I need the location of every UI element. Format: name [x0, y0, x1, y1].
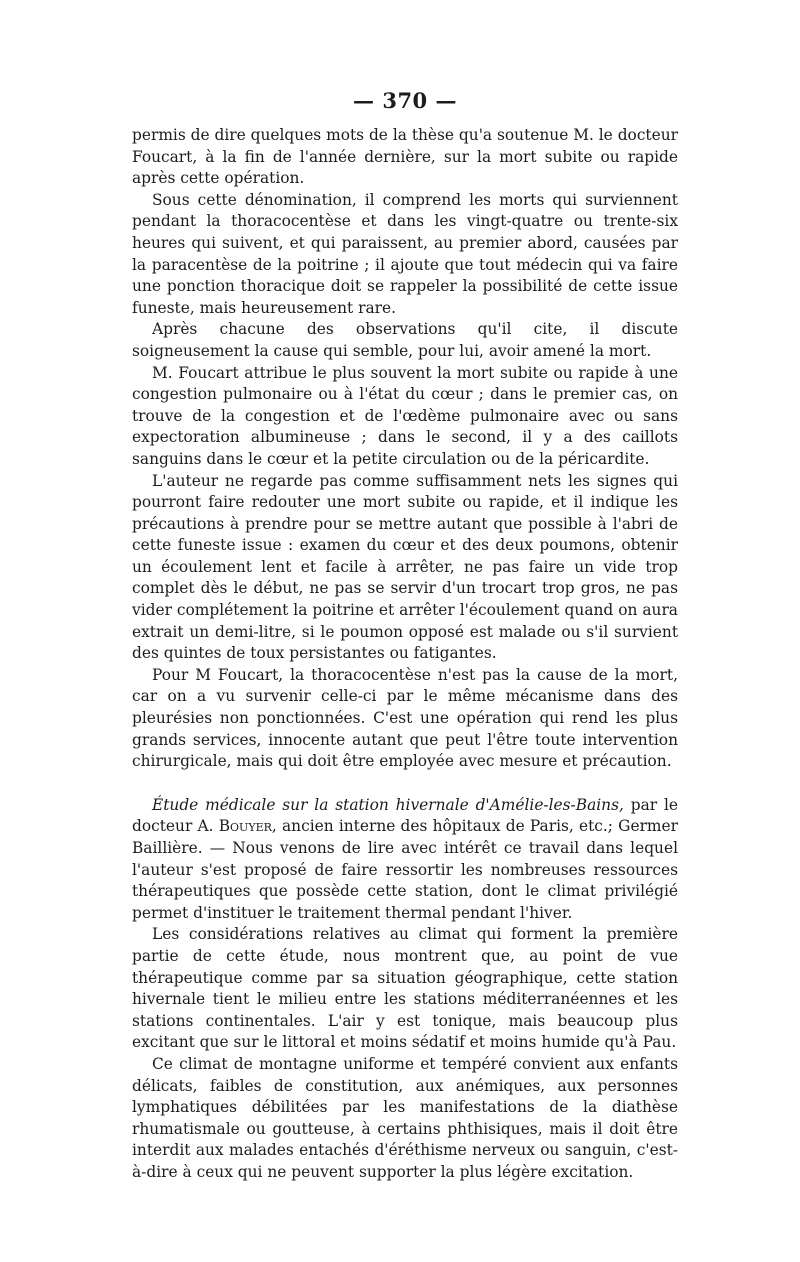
page-number: — 370 — [353, 88, 457, 113]
paragraph-causes: M. Foucart attribue le plus souvent la mort subite ou rapide à une congestion pulmonaire ou à l'état du cœur ; dans le premier cas, on trouve de la congestion et de l'œdème pulmonaire avec ou sans expectoration albumineuse ; dans le second, il y a des caillots sanguins dans le cœur et la petite circulation ou de la péricardite. [132, 363, 678, 468]
paragraph-continuation: permis de dire quelques mots de la thèse qu'a soutenue M. le docteur Foucart, à la fin de l'année dernière, sur la mort subite ou rapide après cette opération. [132, 126, 678, 188]
paragraph-precautions: L'auteur ne regarde pas comme suffisamment nets les signes qui pourront faire redouter une mort subite ou rapide, et il indique les précautions à prendre pour se mettre autant que possible à l'abri de cette funeste issue : examen du cœur et des deux poumons, obtenir un écoulement lent et facile à arrêter, ne pas faire un vide trop complet dès le début, ne pas se servir d'un trocart trop gros, ne pas vider complétement la poitrine et arrêter l'écoulement quand on aura extrait un demi-litre, si le poumon opposé est malade ou s'il survient des quintes de toux persistantes ou fatigantes. [132, 471, 678, 663]
review-author-prefix: par le docteur A. [132, 795, 678, 836]
review-author-suffix: ancien interne des hôpitaux de Paris, etc.; Germer Baillière. — Nous venons de lire avec intérêt ce travail dans lequel l'auteur s'est proposé de faire ressortir les nombreuses ressources thérapeutiques que possède cette station, dont le climat privilégié permet d'instituer le traitement thermal pendant l'hiver. [132, 817, 678, 922]
paragraph-conclusion: Pour M Foucart, la thoracocentèse n'est pas la cause de la mort, car on a vu survenir celle-ci par le même mécanisme dans des pleurésies non ponctionnées. C'est une opération qui rend les plus grands services, innocente autant que peut l'être toute intervention chirurgicale, mais qui doit être employée avec mesure et précaution. [132, 665, 678, 771]
review-paragraph-indications: Ce climat de montagne uniforme et tempéré convient aux enfants délicats, faibles de constitution, aux anémiques, aux personnes lymphatiques débilitées par les manifestations de la diathèse rhumatismale ou goutteuse, à certains phthisiques, mais il doit être interdit aux malades entachés d'éréthisme nerveux ou sanguin, c'est-à-dire à ceux qui ne peuvent supporter la plus légère excitation. [132, 1054, 678, 1181]
review-title: Étude médicale sur la station hivernale d'Amélie-les-Bains, [152, 795, 624, 814]
page [132, 88, 678, 1184]
review-paragraph-climate: Les considérations relatives au climat qui forment la première partie de cette étude, nous montrent que, au point de vue thérapeutique comme par sa situation géographique, cette station hivernale tient le milieu entre les stations méditerranéennes et les stations continentales. L'air y est tonique, mais beaucoup plus excitant que sur le littoral et moins sédatif et moins humide qu'à Pau. [132, 925, 678, 1052]
review-author-name: Bouyer, [218, 817, 277, 836]
paragraph-denomination: Sous cette dénomination, il comprend les morts qui surviennent pendant la thoracocentèse et dans les vingt-quatre ou trente-six heures qui suivent, et qui paraissent, au premier abord, causées par la paracentèse de la poitrine ; il ajoute que tout médecin qui va faire une ponction thoracique doit se rappeler la possibilité de cette issue funeste, mais heureusement rare. [132, 190, 678, 317]
review-intro [132, 795, 678, 925]
section-gap [132, 773, 678, 795]
paragraph-observations: Après chacune des observations qu'il cite, il discute soigneusement la cause qui semble, pour lui, avoir amené la mort. [132, 320, 678, 360]
